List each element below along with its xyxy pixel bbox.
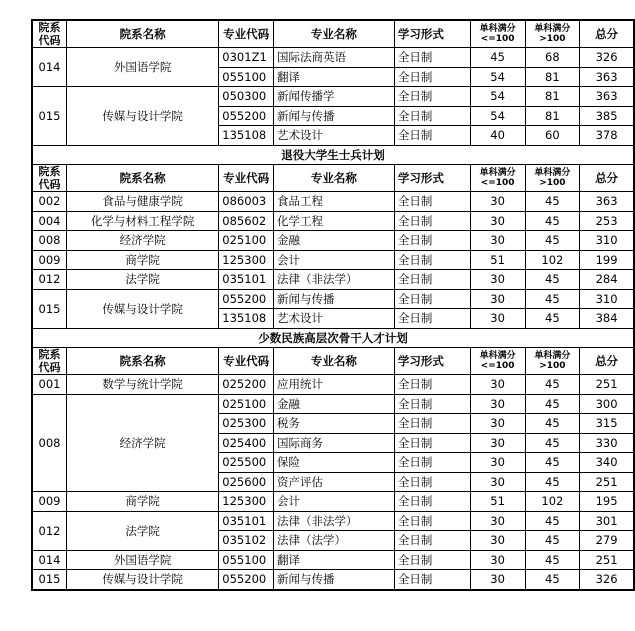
col-header-major-code: 专业代码 xyxy=(219,348,274,375)
college-name: 经济学院 xyxy=(67,231,219,251)
college-code: 004 xyxy=(32,211,67,231)
college-code: 015 xyxy=(32,87,67,146)
single-subject-low: 30 xyxy=(470,211,525,231)
section-title-row xyxy=(32,145,634,165)
single-subject-low: 51 xyxy=(470,250,525,270)
major-name: 新闻与传播 xyxy=(274,106,395,126)
single-subject-low: 30 xyxy=(470,231,525,251)
single-subject-high: 45 xyxy=(525,550,580,570)
table-row xyxy=(32,231,634,251)
study-mode: 全日制 xyxy=(394,192,470,212)
table-row xyxy=(32,492,634,512)
major-name: 国际法商英语 xyxy=(274,48,395,68)
single-subject-high: 45 xyxy=(525,270,580,290)
college-name: 经济学院 xyxy=(67,394,219,492)
total-score: 385 xyxy=(580,106,634,126)
college-name: 外国语学院 xyxy=(67,550,219,570)
single-subject-high: 45 xyxy=(525,375,580,395)
major-code: 035101 xyxy=(219,511,274,531)
major-code: 125300 xyxy=(219,492,274,512)
study-mode: 全日制 xyxy=(394,289,470,309)
single-subject-low: 30 xyxy=(470,414,525,434)
college-name: 法学院 xyxy=(67,270,219,290)
single-subject-high: 45 xyxy=(525,531,580,551)
college-code: 014 xyxy=(32,550,67,570)
major-name: 资产评估 xyxy=(274,472,395,492)
total-score: 326 xyxy=(580,48,634,68)
col-header-single-low: 单科满分<=100 xyxy=(470,165,525,192)
col-header-total: 总分 xyxy=(580,165,634,192)
study-mode: 全日制 xyxy=(394,211,470,231)
study-mode: 全日制 xyxy=(394,531,470,551)
study-mode: 全日制 xyxy=(394,414,470,434)
total-score: 251 xyxy=(580,375,634,395)
major-code: 0301Z1 xyxy=(219,48,274,68)
major-code: 055200 xyxy=(219,570,274,590)
study-mode: 全日制 xyxy=(394,231,470,251)
single-subject-high: 45 xyxy=(525,433,580,453)
single-subject-low: 30 xyxy=(470,433,525,453)
major-code: 025200 xyxy=(219,375,274,395)
single-subject-low: 30 xyxy=(470,550,525,570)
total-score: 195 xyxy=(580,492,634,512)
total-score: 363 xyxy=(580,192,634,212)
study-mode: 全日制 xyxy=(394,453,470,473)
major-name: 法律（非法学） xyxy=(274,511,395,531)
single-subject-low: 30 xyxy=(470,394,525,414)
college-code: 008 xyxy=(32,231,67,251)
major-code: 135108 xyxy=(219,126,274,146)
study-mode: 全日制 xyxy=(394,126,470,146)
total-score: 251 xyxy=(580,550,634,570)
col-header-code: 院系代码 xyxy=(32,348,67,375)
study-mode: 全日制 xyxy=(394,309,470,329)
major-code: 025500 xyxy=(219,453,274,473)
col-header-single-high: 单科满分>100 xyxy=(525,165,580,192)
college-code: 009 xyxy=(32,250,67,270)
major-code: 055100 xyxy=(219,67,274,87)
study-mode: 全日制 xyxy=(394,550,470,570)
table-row xyxy=(32,375,634,395)
major-name: 新闻与传播 xyxy=(274,289,395,309)
major-code: 025100 xyxy=(219,394,274,414)
college-code: 012 xyxy=(32,511,67,550)
table-row xyxy=(32,289,634,309)
single-subject-low: 30 xyxy=(470,570,525,590)
single-subject-high: 45 xyxy=(525,570,580,590)
study-mode: 全日制 xyxy=(394,106,470,126)
total-score: 378 xyxy=(580,126,634,146)
major-name: 翻译 xyxy=(274,550,395,570)
college-code: 015 xyxy=(32,570,67,590)
table-row xyxy=(32,250,634,270)
single-subject-high: 60 xyxy=(525,126,580,146)
major-name: 税务 xyxy=(274,414,395,434)
college-code: 008 xyxy=(32,394,67,492)
major-name: 法律（法学） xyxy=(274,531,395,551)
single-subject-high: 81 xyxy=(525,87,580,107)
section-title: 少数民族高层次骨干人才计划 xyxy=(32,328,634,348)
major-code: 035101 xyxy=(219,270,274,290)
major-name: 金融 xyxy=(274,231,395,251)
study-mode: 全日制 xyxy=(394,250,470,270)
study-mode: 全日制 xyxy=(394,270,470,290)
college-name: 传媒与设计学院 xyxy=(67,289,219,328)
single-subject-high: 45 xyxy=(525,231,580,251)
single-subject-low: 51 xyxy=(470,492,525,512)
major-code: 055200 xyxy=(219,289,274,309)
table-row xyxy=(32,48,634,68)
col-header-major-code: 专业代码 xyxy=(219,165,274,192)
total-score: 330 xyxy=(580,433,634,453)
major-code: 050300 xyxy=(219,87,274,107)
major-name: 新闻与传播 xyxy=(274,570,395,590)
total-score: 251 xyxy=(580,472,634,492)
single-subject-low: 30 xyxy=(470,375,525,395)
table-row xyxy=(32,270,634,290)
single-subject-low: 30 xyxy=(470,309,525,329)
table-row xyxy=(32,550,634,570)
table-row xyxy=(32,511,634,531)
college-code: 002 xyxy=(32,192,67,212)
major-name: 会计 xyxy=(274,250,395,270)
major-code: 055100 xyxy=(219,550,274,570)
total-score: 363 xyxy=(580,87,634,107)
college-name: 传媒与设计学院 xyxy=(67,570,219,590)
major-name: 新闻传播学 xyxy=(274,87,395,107)
study-mode: 全日制 xyxy=(394,472,470,492)
header-row xyxy=(32,165,634,192)
major-name: 食品工程 xyxy=(274,192,395,212)
study-mode: 全日制 xyxy=(394,67,470,87)
header-row xyxy=(32,20,634,48)
college-name: 传媒与设计学院 xyxy=(67,87,219,146)
major-code: 025600 xyxy=(219,472,274,492)
major-code: 125300 xyxy=(219,250,274,270)
study-mode: 全日制 xyxy=(394,433,470,453)
study-mode: 全日制 xyxy=(394,394,470,414)
college-code: 009 xyxy=(32,492,67,512)
col-header-college: 院系名称 xyxy=(67,20,219,48)
major-code: 086003 xyxy=(219,192,274,212)
single-subject-high: 45 xyxy=(525,211,580,231)
major-name: 保险 xyxy=(274,453,395,473)
single-subject-high: 81 xyxy=(525,67,580,87)
single-subject-low: 30 xyxy=(470,453,525,473)
single-subject-high: 45 xyxy=(525,472,580,492)
total-score: 310 xyxy=(580,231,634,251)
college-code: 001 xyxy=(32,375,67,395)
study-mode: 全日制 xyxy=(394,87,470,107)
study-mode: 全日制 xyxy=(394,492,470,512)
major-name: 应用统计 xyxy=(274,375,395,395)
single-subject-high: 68 xyxy=(525,48,580,68)
major-name: 金融 xyxy=(274,394,395,414)
total-score: 300 xyxy=(580,394,634,414)
section-title: 退役大学生士兵计划 xyxy=(32,145,634,165)
total-score: 340 xyxy=(580,453,634,473)
col-header-code: 院系代码 xyxy=(32,165,67,192)
college-name: 商学院 xyxy=(67,492,219,512)
total-score: 301 xyxy=(580,511,634,531)
single-subject-high: 81 xyxy=(525,106,580,126)
col-header-single-high: 单科满分>100 xyxy=(525,20,580,48)
single-subject-low: 30 xyxy=(470,192,525,212)
total-score: 310 xyxy=(580,289,634,309)
major-name: 艺术设计 xyxy=(274,126,395,146)
col-header-mode: 学习形式 xyxy=(394,20,470,48)
major-code: 025300 xyxy=(219,414,274,434)
single-subject-high: 45 xyxy=(525,309,580,329)
study-mode: 全日制 xyxy=(394,570,470,590)
total-score: 326 xyxy=(580,570,634,590)
college-name: 外国语学院 xyxy=(67,48,219,87)
table-row xyxy=(32,394,634,414)
single-subject-low: 30 xyxy=(470,472,525,492)
college-name: 化学与材料工程学院 xyxy=(67,211,219,231)
single-subject-high: 45 xyxy=(525,192,580,212)
score-table xyxy=(31,19,635,591)
table-row xyxy=(32,87,634,107)
major-name: 翻译 xyxy=(274,67,395,87)
col-header-major: 专业名称 xyxy=(274,348,395,375)
section-title-row xyxy=(32,328,634,348)
col-header-major: 专业名称 xyxy=(274,165,395,192)
single-subject-high: 102 xyxy=(525,250,580,270)
total-score: 363 xyxy=(580,67,634,87)
college-name: 商学院 xyxy=(67,250,219,270)
major-name: 法律（非法学） xyxy=(274,270,395,290)
study-mode: 全日制 xyxy=(394,511,470,531)
col-header-single-high: 单科满分>100 xyxy=(525,348,580,375)
single-subject-high: 45 xyxy=(525,289,580,309)
total-score: 253 xyxy=(580,211,634,231)
major-code: 035102 xyxy=(219,531,274,551)
major-code: 135108 xyxy=(219,309,274,329)
major-name: 会计 xyxy=(274,492,395,512)
single-subject-low: 30 xyxy=(470,511,525,531)
header-row xyxy=(32,348,634,375)
single-subject-low: 30 xyxy=(470,289,525,309)
total-score: 315 xyxy=(580,414,634,434)
college-name: 数学与统计学院 xyxy=(67,375,219,395)
col-header-major-code: 专业代码 xyxy=(219,20,274,48)
total-score: 199 xyxy=(580,250,634,270)
col-header-single-low: 单科满分<=100 xyxy=(470,20,525,48)
single-subject-high: 45 xyxy=(525,394,580,414)
col-header-mode: 学习形式 xyxy=(394,348,470,375)
single-subject-low: 54 xyxy=(470,67,525,87)
major-code: 085602 xyxy=(219,211,274,231)
college-code: 012 xyxy=(32,270,67,290)
single-subject-low: 54 xyxy=(470,87,525,107)
total-score: 384 xyxy=(580,309,634,329)
col-header-code: 院系代码 xyxy=(32,20,67,48)
single-subject-low: 30 xyxy=(470,531,525,551)
college-name: 法学院 xyxy=(67,511,219,550)
single-subject-low: 40 xyxy=(470,126,525,146)
col-header-total: 总分 xyxy=(580,348,634,375)
study-mode: 全日制 xyxy=(394,48,470,68)
major-name: 国际商务 xyxy=(274,433,395,453)
col-header-total: 总分 xyxy=(580,20,634,48)
single-subject-high: 102 xyxy=(525,492,580,512)
major-code: 025400 xyxy=(219,433,274,453)
college-name: 食品与健康学院 xyxy=(67,192,219,212)
total-score: 284 xyxy=(580,270,634,290)
col-header-college: 院系名称 xyxy=(67,165,219,192)
major-name: 化学工程 xyxy=(274,211,395,231)
single-subject-high: 45 xyxy=(525,453,580,473)
col-header-single-low: 单科满分<=100 xyxy=(470,348,525,375)
total-score: 279 xyxy=(580,531,634,551)
major-name: 艺术设计 xyxy=(274,309,395,329)
table-row xyxy=(32,192,634,212)
college-code: 014 xyxy=(32,48,67,87)
major-code: 025100 xyxy=(219,231,274,251)
col-header-college: 院系名称 xyxy=(67,348,219,375)
single-subject-low: 54 xyxy=(470,106,525,126)
study-mode: 全日制 xyxy=(394,375,470,395)
single-subject-high: 45 xyxy=(525,414,580,434)
single-subject-high: 45 xyxy=(525,511,580,531)
single-subject-low: 45 xyxy=(470,48,525,68)
single-subject-low: 30 xyxy=(470,270,525,290)
table-row xyxy=(32,570,634,590)
college-code: 015 xyxy=(32,289,67,328)
major-code: 055200 xyxy=(219,106,274,126)
col-header-mode: 学习形式 xyxy=(394,165,470,192)
col-header-major: 专业名称 xyxy=(274,20,395,48)
table-row xyxy=(32,211,634,231)
